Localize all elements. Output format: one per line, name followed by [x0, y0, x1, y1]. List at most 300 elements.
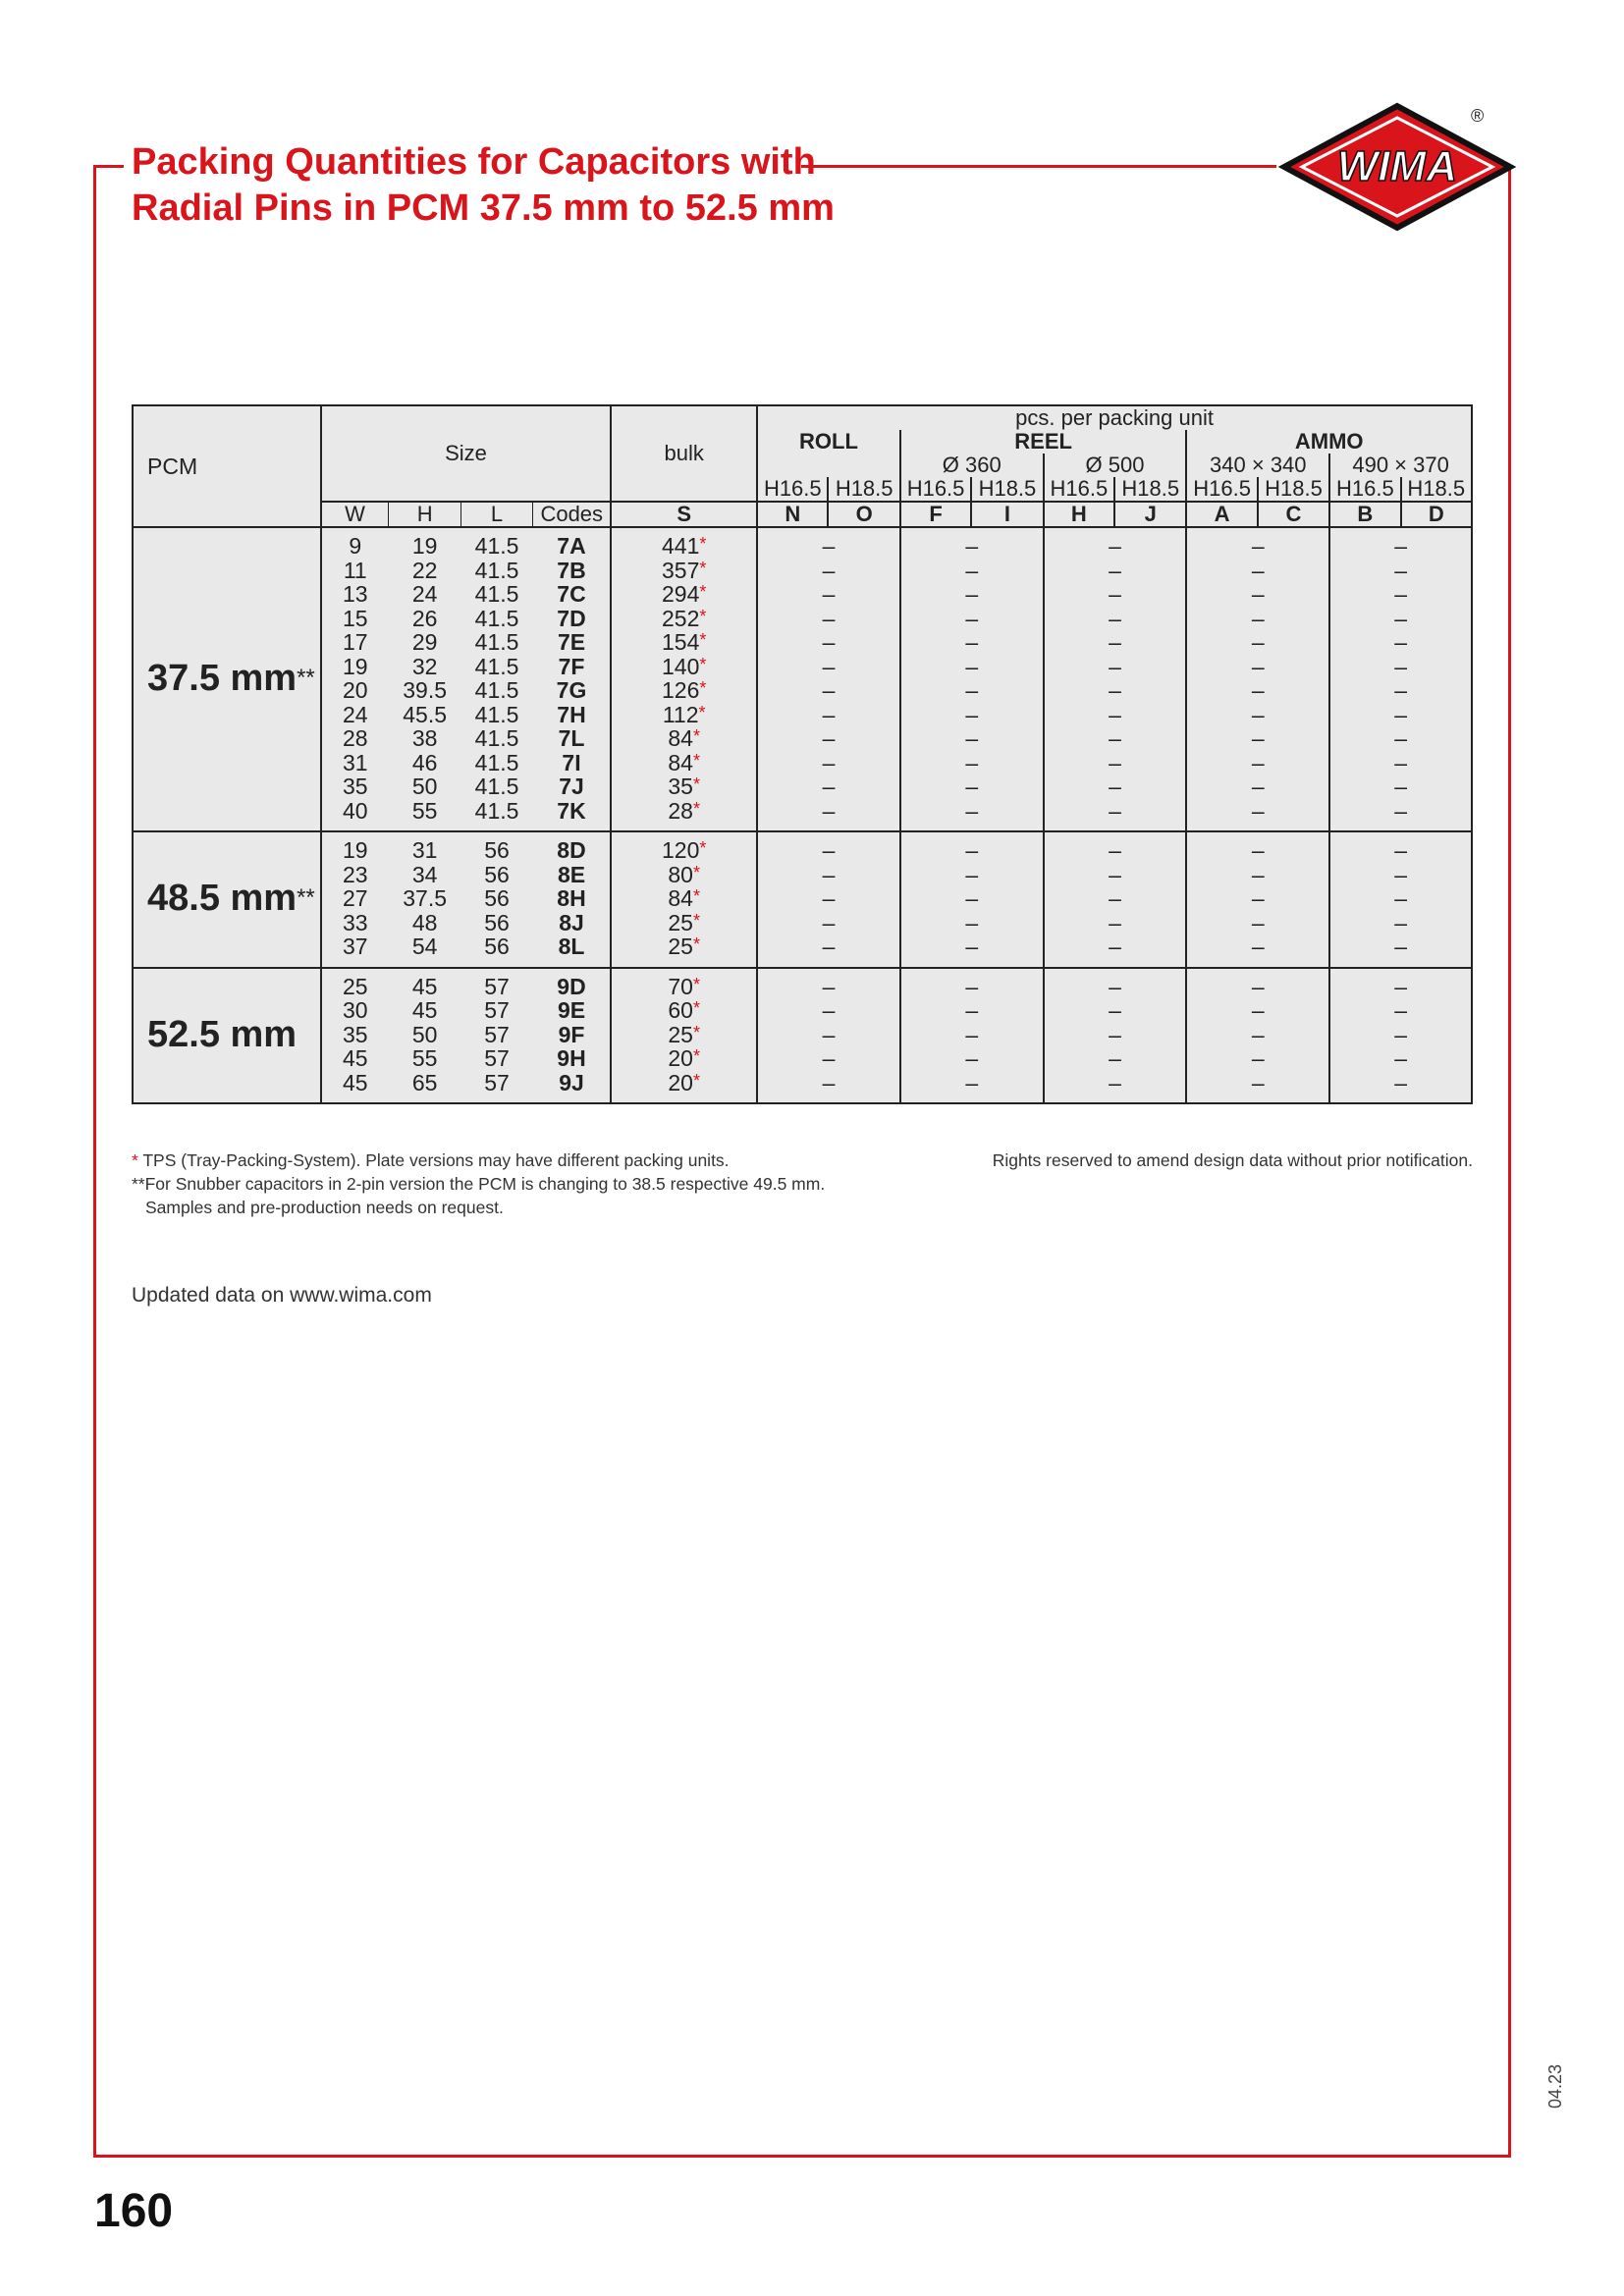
table-row [133, 968, 1472, 1104]
length-column-value: 57 [484, 1045, 510, 1071]
roll-column [757, 527, 900, 831]
header-h-height: H16.5 [1044, 477, 1114, 502]
tps-star: * [699, 582, 707, 602]
bulk-column-value: 25* [668, 1021, 700, 1047]
reel360-column-value: – [965, 997, 979, 1023]
reel500-column-value: – [1109, 701, 1121, 727]
rights-notice: Rights reserved to amend design data without prior notification. [992, 1150, 1473, 1170]
tps-star: * [699, 534, 707, 554]
length-column-value: 41.5 [474, 749, 519, 775]
height-column-value: 45.5 [403, 701, 448, 727]
length-column-value: 56 [484, 837, 510, 863]
frame-right-line [1508, 167, 1511, 2158]
codes-column-value: 7D [557, 605, 586, 631]
ammo490-column-value: – [1394, 797, 1407, 824]
codes-column-value: 8E [557, 861, 586, 887]
bulk-column-value: 120* [662, 837, 707, 863]
pcm-group-label [133, 831, 321, 968]
header-j-height: H18.5 [1114, 477, 1186, 502]
ammo490-column-value: – [1394, 605, 1407, 631]
bulk-column-value: 80* [668, 861, 700, 887]
packing-table-body [133, 527, 1472, 1103]
width-column-value: 31 [343, 749, 368, 775]
length-column-value: 56 [484, 861, 510, 887]
height-column-value: 34 [411, 861, 438, 887]
bulk-column-value: 154* [662, 629, 707, 655]
width-column-value: 24 [343, 701, 368, 727]
tps-star: * [699, 654, 707, 674]
header-l: L [460, 502, 532, 527]
ammo490-column-value: – [1394, 677, 1407, 703]
reel360-column-value: – [965, 557, 979, 583]
header-s: S [611, 502, 757, 527]
roll-column-value: – [822, 861, 836, 887]
bulk-column-value: 20* [668, 1069, 700, 1095]
roll-column-value: – [822, 629, 836, 655]
header-w: W [321, 502, 389, 527]
ammo340-column-value: – [1251, 1021, 1265, 1047]
ammo340-column-value: – [1251, 997, 1265, 1023]
height-column-value: 39.5 [403, 677, 448, 703]
ammo490-column-value: – [1394, 934, 1407, 959]
codes-column-value: 7C [557, 581, 586, 607]
footnote-samples: Samples and pre-production needs on request. [145, 1198, 504, 1217]
height-column-value: 19 [411, 533, 438, 559]
ammo340-column-value: – [1251, 533, 1265, 559]
codes-column-value: 7I [562, 749, 581, 775]
codes-column-value: 9H [557, 1045, 586, 1071]
ammo340-column-value: – [1251, 581, 1265, 607]
reel360-column-value: – [965, 1069, 979, 1095]
length-column [460, 831, 532, 968]
length-column [460, 527, 532, 831]
ammo490-column-value: – [1394, 774, 1407, 799]
ammo490-column-value: – [1394, 557, 1407, 583]
roll-column [757, 968, 900, 1104]
bulk-column-value: 35* [668, 774, 700, 799]
height-column-value: 55 [411, 797, 438, 824]
title-line-1: Packing Quantities for Capacitors with [132, 141, 816, 183]
header-i: I [971, 502, 1043, 527]
pcm-footnote-mark: ** [297, 665, 315, 691]
roll-column-value: – [822, 1021, 836, 1047]
roll-column-value: – [822, 605, 836, 631]
tps-star: * [698, 702, 706, 722]
footnote-tps-text: TPS (Tray-Packing-System). Plate versions may have different packing units. [137, 1150, 730, 1170]
codes-column-value: 7L [558, 725, 585, 751]
roll-column-value: – [822, 1045, 836, 1071]
pcm-value: 37.5 mm [147, 658, 298, 699]
roll-column-value: – [822, 701, 836, 727]
reel360-column [900, 527, 1044, 831]
bulk-column-value: 70* [668, 973, 700, 999]
reel500-column-value: – [1109, 909, 1121, 935]
codes-column-value: 7K [557, 797, 586, 824]
reel360-column-value: – [965, 605, 979, 631]
header-i-height: H18.5 [971, 477, 1043, 502]
codes-column-value: 9E [557, 997, 586, 1023]
bulk-column-value: 84* [668, 885, 700, 911]
tps-star: * [692, 1022, 700, 1042]
ammo490-column [1329, 527, 1472, 831]
roll-column-value: – [822, 1069, 836, 1095]
pcm-group-label [133, 527, 321, 831]
ammo490-column-value: – [1394, 749, 1407, 775]
page-title [132, 139, 835, 232]
header-pcs-per-unit: pcs. per packing unit [757, 405, 1472, 430]
ammo490-column-value: – [1394, 701, 1407, 727]
header-c: C [1258, 502, 1329, 527]
roll-column-value: – [822, 725, 836, 751]
reel360-column-value: – [965, 1021, 979, 1047]
roll-column-value: – [822, 533, 836, 559]
length-column-value: 41.5 [474, 725, 519, 751]
reel360-column-value: – [965, 973, 979, 999]
ammo340-column [1186, 527, 1329, 831]
header-reel-500: Ø 500 [1044, 454, 1187, 477]
reel500-column-value: – [1109, 997, 1121, 1023]
bulk-column-value: 20* [668, 1045, 700, 1071]
header-roll-spacer [757, 454, 900, 477]
tps-star: * [692, 798, 700, 819]
frame-bottom-line [93, 2155, 1511, 2158]
ammo340-column-value: – [1251, 861, 1265, 887]
ammo340-column [1186, 968, 1329, 1104]
height-column-value: 46 [411, 749, 438, 775]
packing-table [132, 404, 1473, 1104]
width-column [321, 527, 389, 831]
reel360-column-value: – [965, 677, 979, 703]
reel500-column-value: – [1109, 749, 1121, 775]
reel360-column-value: – [965, 749, 979, 775]
reel360-column-value: – [965, 653, 979, 679]
ammo340-column-value: – [1251, 885, 1265, 911]
reel500-column-value: – [1109, 629, 1121, 655]
length-column-value: 41.5 [474, 557, 519, 583]
tps-star: * [692, 886, 700, 906]
header-d-height: H18.5 [1401, 477, 1472, 502]
ammo340-column-value: – [1251, 1069, 1265, 1095]
header-o-height: H18.5 [828, 477, 899, 502]
footnotes [132, 1148, 1473, 1219]
width-column-value: 11 [343, 557, 367, 583]
pcm-footnote-mark: ** [297, 884, 315, 912]
tps-star: * [692, 1046, 700, 1066]
bulk-column-value: 112* [662, 701, 706, 727]
codes-column-value: 9J [559, 1069, 584, 1095]
roll-column-value: – [822, 797, 836, 824]
width-column-value: 17 [343, 629, 368, 655]
length-column-value: 56 [484, 885, 510, 911]
packing-table-container [132, 404, 1473, 1104]
header-roll: ROLL [757, 430, 900, 454]
height-column-value: 32 [411, 653, 438, 679]
ammo490-column [1329, 831, 1472, 968]
ammo340-column [1186, 831, 1329, 968]
reel500-column-value: – [1109, 837, 1121, 863]
reel360-column [900, 968, 1044, 1104]
codes-column-value: 7J [559, 774, 584, 799]
length-column-value: 41.5 [474, 653, 519, 679]
length-column-value: 56 [484, 934, 510, 959]
header-n: N [757, 502, 828, 527]
reel360-column-value: – [965, 533, 979, 559]
tps-star: * [692, 910, 700, 931]
reel500-column-value: – [1109, 797, 1121, 824]
height-column-value: 29 [411, 629, 438, 655]
tps-star: * [692, 862, 700, 882]
tps-star: * [692, 998, 700, 1018]
ammo340-column-value: – [1251, 774, 1265, 799]
date-code: 04.23 [1545, 2063, 1565, 2109]
ammo340-column-value: – [1251, 973, 1265, 999]
width-column-value: 19 [343, 837, 368, 863]
reel500-column-value: – [1109, 677, 1121, 703]
reel500-column-value: – [1109, 557, 1121, 583]
bulk-column-value: 84* [668, 725, 700, 751]
width-column-value: 37 [343, 934, 368, 959]
tps-star: * [692, 934, 700, 954]
header-reel-360: Ø 360 [900, 454, 1044, 477]
length-column-value: 57 [484, 1069, 510, 1095]
height-column-value: 50 [411, 774, 438, 799]
height-column-value: 24 [411, 581, 438, 607]
height-column-value: 48 [411, 909, 438, 935]
wima-logo [1274, 98, 1520, 236]
reel500-column-value: – [1109, 653, 1121, 679]
codes-column-value: 8J [559, 909, 584, 935]
bulk-column-value: 84* [668, 749, 700, 775]
header-f: F [900, 502, 971, 527]
header-ammo-340: 340 × 340 [1186, 454, 1329, 477]
footnote-star: * [132, 1150, 138, 1170]
roll-column-value: – [822, 997, 836, 1023]
ammo490-column-value: – [1394, 909, 1407, 935]
frame-left-line [93, 165, 96, 2158]
reel360-column-value: – [965, 861, 979, 887]
ammo340-column-value: – [1251, 677, 1265, 703]
bulk-column-value: 294* [662, 581, 707, 607]
codes-column-value: 8D [557, 837, 586, 863]
tps-star: * [692, 750, 700, 771]
tps-star: * [692, 774, 700, 794]
codes-column-value: 7F [558, 653, 585, 679]
height-column-value: 45 [411, 997, 438, 1023]
width-column [321, 968, 389, 1104]
height-column-value: 22 [411, 557, 438, 583]
height-column [389, 831, 460, 968]
bulk-column-value: 357* [662, 557, 707, 583]
width-column-value: 20 [343, 677, 368, 703]
logo-text: WIMA [1336, 142, 1458, 190]
header-a-height: H16.5 [1186, 477, 1257, 502]
reel500-column-value: – [1109, 774, 1121, 799]
ammo490-column-value: – [1394, 1069, 1407, 1095]
roll-column-value: – [822, 934, 836, 959]
reel360-column-value: – [965, 934, 979, 959]
length-column-value: 57 [484, 1021, 510, 1047]
tps-star: * [692, 1070, 700, 1091]
footnote-snubber: **For Snubber capacitors in 2-pin version the PCM is changing to 38.5 respective 49.5 mm. [132, 1174, 826, 1194]
header-codes: Codes [533, 502, 612, 527]
codes-column-value: 8L [558, 934, 585, 959]
title-line-2: Radial Pins in PCM 37.5 mm to 52.5 mm [132, 187, 835, 229]
reel500-column-value: – [1109, 1069, 1121, 1095]
header-h: H [389, 502, 460, 527]
tps-star: * [699, 630, 707, 650]
width-column-value: 13 [343, 581, 368, 607]
width-column-value: 45 [343, 1045, 368, 1071]
bulk-column [611, 527, 757, 831]
ammo340-column-value: – [1251, 725, 1265, 751]
header-b: B [1329, 502, 1400, 527]
length-column-value: 41.5 [474, 533, 519, 559]
reel500-column [1044, 831, 1187, 968]
codes-column-value: 7E [557, 629, 586, 655]
reel500-column-value: – [1109, 973, 1121, 999]
width-column-value: 33 [343, 909, 368, 935]
roll-column-value: – [822, 749, 836, 775]
width-column-value: 30 [343, 997, 368, 1023]
roll-column-value: – [822, 653, 836, 679]
width-column-value: 9 [349, 533, 362, 559]
pcm-value: 48.5 mm [147, 878, 298, 920]
codes-column-value: 9F [558, 1021, 585, 1047]
width-column-value: 23 [343, 861, 368, 887]
bulk-column-value: 252* [662, 605, 707, 631]
length-column-value: 41.5 [474, 797, 519, 824]
reel500-column-value: – [1109, 1021, 1121, 1047]
length-column [460, 968, 532, 1104]
ammo340-column-value: – [1251, 1045, 1265, 1071]
codes-column [533, 831, 612, 968]
reel500-column-value: – [1109, 533, 1121, 559]
height-column-value: 37.5 [403, 885, 448, 911]
tps-star: * [699, 558, 707, 578]
ammo490-column-value: – [1394, 885, 1407, 911]
reel360-column-value: – [965, 774, 979, 799]
height-column-value: 65 [411, 1069, 438, 1095]
ammo340-column-value: – [1251, 749, 1265, 775]
tps-star: * [692, 726, 700, 746]
tps-star: * [699, 606, 707, 626]
reel500-column-value: – [1109, 885, 1121, 911]
roll-column-value: – [822, 973, 836, 999]
width-column-value: 35 [343, 774, 368, 799]
bulk-column-value: 25* [668, 909, 700, 935]
width-column-value: 45 [343, 1069, 368, 1095]
pcm-group-label [133, 968, 321, 1104]
height-column-value: 54 [411, 934, 438, 959]
bulk-column [611, 831, 757, 968]
page-number: 160 [94, 2185, 174, 2237]
codes-column-value: 7H [557, 701, 586, 727]
bulk-column-value: 28* [668, 797, 700, 824]
ammo490-column-value: – [1394, 629, 1407, 655]
reel360-column-value: – [965, 837, 979, 863]
ammo490-column-value: – [1394, 1045, 1407, 1071]
ammo490-column-value: – [1394, 725, 1407, 751]
bulk-column-value: 140* [662, 653, 707, 679]
ammo340-column-value: – [1251, 629, 1265, 655]
header-pcm: PCM [133, 405, 321, 527]
ammo490-column-value: – [1394, 837, 1407, 863]
reel500-column-value: – [1109, 605, 1121, 631]
ammo490-column-value: – [1394, 533, 1407, 559]
table-row [133, 527, 1472, 831]
header-j: J [1114, 502, 1186, 527]
header-n-height: H16.5 [757, 477, 828, 502]
ammo490-column-value: – [1394, 581, 1407, 607]
codes-column-value: 7A [557, 533, 586, 559]
roll-column-value: – [822, 909, 836, 935]
height-column-value: 50 [411, 1021, 438, 1047]
tps-star: * [699, 678, 707, 698]
header-size: Size [445, 441, 487, 465]
width-column-value: 28 [343, 725, 368, 751]
length-column-value: 57 [484, 997, 510, 1023]
length-column-value: 41.5 [474, 581, 519, 607]
reel500-column-value: – [1109, 725, 1121, 751]
roll-column [757, 831, 900, 968]
roll-column-value: – [822, 557, 836, 583]
reel500-column-value: – [1109, 934, 1121, 959]
length-column-value: 57 [484, 973, 510, 999]
bulk-column-value: 126* [662, 677, 707, 703]
updated-data-note: Updated data on www.wima.com [132, 1284, 432, 1307]
height-column-value: 31 [411, 837, 438, 863]
roll-column-value: – [822, 581, 836, 607]
ammo490-column-value: – [1394, 1021, 1407, 1047]
width-column [321, 831, 389, 968]
header-d: D [1401, 502, 1472, 527]
header-hh: H [1044, 502, 1114, 527]
width-column-value: 19 [343, 653, 368, 679]
reel500-column-value: – [1109, 1045, 1121, 1071]
reel360-column-value: – [965, 909, 979, 935]
reel360-column-value: – [965, 1045, 979, 1071]
reel500-column [1044, 968, 1187, 1104]
roll-column-value: – [822, 885, 836, 911]
tps-star: * [692, 974, 700, 994]
codes-column-value: 7B [557, 557, 586, 583]
header-o: O [828, 502, 899, 527]
bulk-column [611, 968, 757, 1104]
reel360-column [900, 831, 1044, 968]
codes-column [533, 527, 612, 831]
ammo340-column-value: – [1251, 605, 1265, 631]
header-ammo-490: 490 × 370 [1329, 454, 1472, 477]
ammo490-column-value: – [1394, 653, 1407, 679]
bulk-column-value: 25* [668, 934, 700, 959]
codes-column-value: 9D [557, 973, 586, 999]
length-column-value: 56 [484, 909, 510, 935]
width-column-value: 40 [343, 797, 368, 824]
reel360-column-value: – [965, 797, 979, 824]
height-column-value: 38 [411, 725, 438, 751]
ammo340-column-value: – [1251, 653, 1265, 679]
roll-column-value: – [822, 677, 836, 703]
ammo340-column-value: – [1251, 909, 1265, 935]
reel360-column-value: – [965, 701, 979, 727]
codes-column-value: 7G [556, 677, 587, 703]
reel360-column-value: – [965, 725, 979, 751]
header-reel: REEL [900, 430, 1187, 454]
ammo340-column-value: – [1251, 797, 1265, 824]
ammo340-column-value: – [1251, 701, 1265, 727]
reel500-column-value: – [1109, 581, 1121, 607]
codes-column [533, 968, 612, 1104]
